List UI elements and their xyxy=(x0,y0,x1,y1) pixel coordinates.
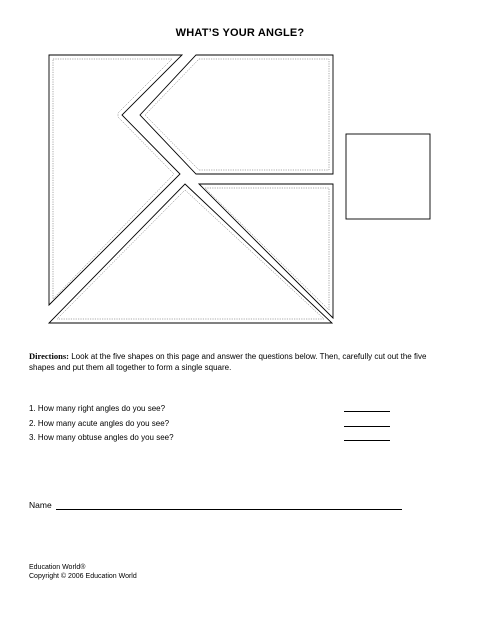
footer-brand: Education World® xyxy=(29,564,86,571)
directions-text: Look at the five shapes on this page and answer the questions below. Then, carefully cut out the five shapes and put them all together to form a single square. xyxy=(29,352,427,372)
name-field[interactable] xyxy=(56,509,402,510)
question-3: 3. How many obtuse angles do you see? xyxy=(29,433,174,442)
directions-paragraph xyxy=(29,351,454,373)
answer-blank-3[interactable] xyxy=(344,440,390,441)
question-1: 1. How many right angles do you see? xyxy=(29,404,166,413)
question-2: 2. How many acute angles do you see? xyxy=(29,419,170,428)
directions-lead: Directions: xyxy=(29,351,69,361)
footer-copyright: Copyright © 2006 Education World xyxy=(29,573,137,580)
worksheet-title: WHAT’S YOUR ANGLE? xyxy=(175,27,305,39)
name-label: Name xyxy=(29,500,52,510)
answer-blank-2[interactable] xyxy=(344,426,390,427)
answer-blank-1[interactable] xyxy=(344,411,390,412)
shape-upper-right-pentagon xyxy=(140,55,333,174)
shape-small-square xyxy=(346,134,430,219)
